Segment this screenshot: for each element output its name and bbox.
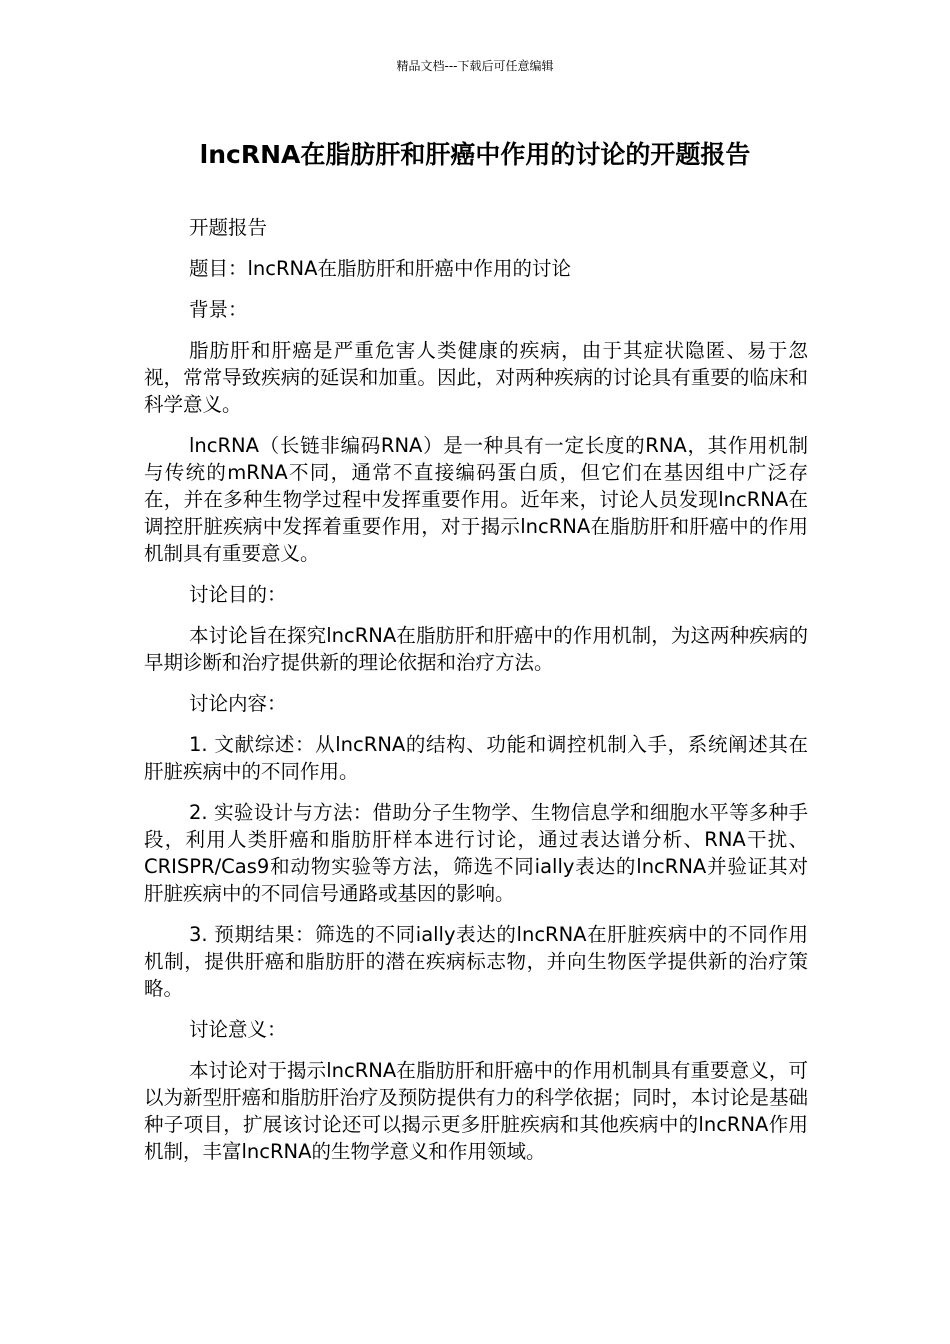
paragraph-content-1: 1. 文献综述：从lncRNA的结构、功能和调控机制入手，系统阐述其在肝脏疾病中的不同作用。 [144,733,808,783]
paragraph-background-1: 脂肪肝和肝癌是严重危害人类健康的疾病，由于其症状隐匿、易于忽视，常常导致疾病的延误和加重。因此，对两种疾病的讨论具有重要的临床和科学意义。 [144,339,808,416]
heading-content: 讨论内容： [189,692,287,715]
paragraph-significance: 本讨论对于揭示lncRNA在脂肪肝和肝癌中的作用机制具有重要意义，可以为新型肝癌和脂肪肝治疗及预防提供有力的科学依据；同时，本讨论是基础种子项目，扩展该讨论还可以揭示更多肝脏疾病和其他疾病中的lncRNA作用机制，丰富lncRNA的生物学意义和作用领域。 [144,1059,808,1163]
paragraph-topic: 题目：lncRNA在脂肪肝和肝癌中作用的讨论 [189,257,571,280]
paragraph-report-label: 开题报告 [189,216,268,239]
document-title: lncRNA在脂肪肝和肝癌中作用的讨论的开题报告 [199,140,751,169]
heading-significance: 讨论意义： [189,1018,287,1041]
paragraph-content-3: 3. 预期结果：筛选的不同ially表达的lncRNA在肝脏疾病中的不同作用机制，提供肝癌和脂肪肝的潜在疾病标志物，并向生物医学提供新的治疗策略。 [144,923,808,1000]
document-body [144,214,808,1179]
header-note: 精品文档---下载后可任意编辑 [396,59,554,73]
paragraph-purpose: 本讨论旨在探究lncRNA在脂肪肝和肝癌中的作用机制，为这两种疾病的早期诊断和治疗提供新的理论依据和治疗方法。 [144,624,808,674]
paragraph-background-2: lncRNA（长链非编码RNA）是一种具有一定长度的RNA，其作用机制与传统的mRNA不同，通常不直接编码蛋白质，但它们在基因组中广泛存在，并在多种生物学过程中发挥重要作用。近年来，讨论人员发现lncRNA在调控肝脏疾病中发挥着重要作用，对于揭示lncRNA在脂肪肝和肝癌中的作用机制具有重要意义。 [144,434,808,565]
heading-background: 背景： [189,298,248,321]
paragraph-content-2: 2. 实验设计与方法：借助分子生物学、生物信息学和细胞水平等多种手段，利用人类肝癌和脂肪肝样本进行讨论，通过表达谱分析、RNA干扰、CRISPR/Cas9和动物实验等方法，筛选不同ially表达的lncRNA并验证其对肝脏疾病中的不同信号通路或基因的影响。 [144,801,808,905]
heading-purpose: 讨论目的： [189,583,287,606]
